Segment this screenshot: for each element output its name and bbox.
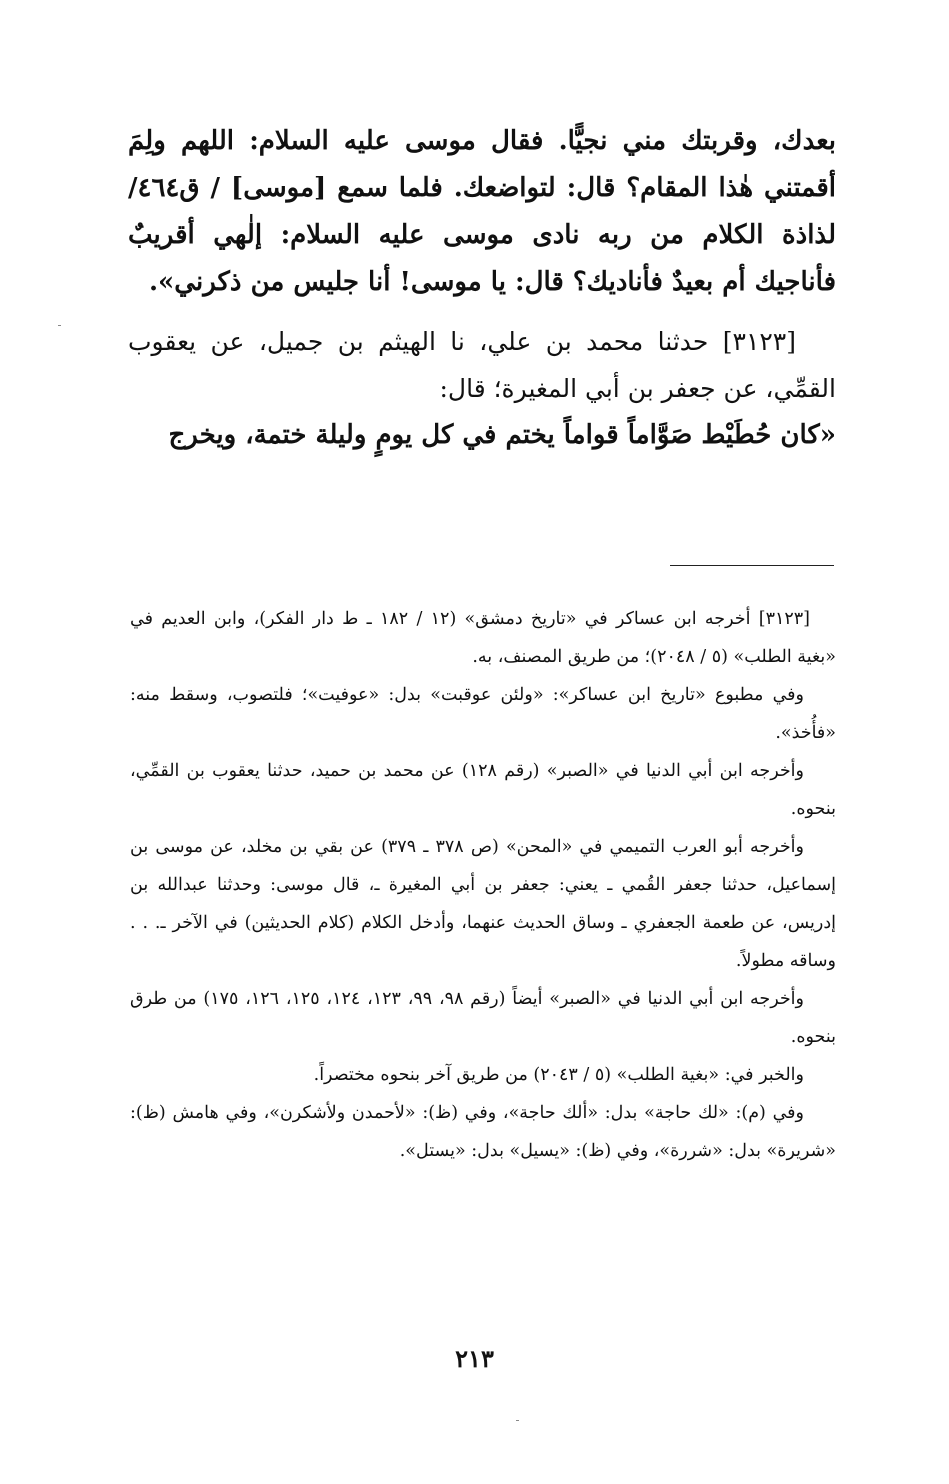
footnote-paragraph: وأخرجه أبو العرب التميمي في «المحن» (ص ٣٧٨ ـ ٣٧٩) عن بقي بن مخلد، عن موسى بن إسماعيل، حدثنا جعفر القُمي ـ يعني: جعفر بن أبي المغيرة ـ، قال موسى: وحدثنا عبدالله بن إدريس، عن طعمة الجعفري ـ وساق الحديث عنهما، وأدخل الكلام (كلام الحديثين) في الآخر ـ. . . وساقه مطولاً.	[130, 837, 836, 971]
main-paragraph-quote-start: «كان حُطَيْط صَوَّاماً قواماً يختم في كل يومٍ وليلة ختمة، ويخرج	[168, 420, 836, 450]
footnote-separator	[670, 565, 834, 566]
footnotes-block	[130, 600, 836, 1170]
footnote-paragraph: والخبر في: «بغية الطلب» (٥ / ٢٠٤٣) من طريق آخر بنحوه مختصراً.	[313, 1065, 804, 1085]
page-number: ٢١٣	[455, 1344, 494, 1373]
margin-mark	[58, 325, 61, 326]
margin-mark	[516, 1420, 519, 1421]
footnote-paragraph: وفي (م): «لك حاجة» بدل: «ألك حاجة»، وفي (ظ): «لأحمدن ولأشكرن»، وفي هامش (ظ): «شريرة» بدل: «شررة»، وفي (ظ): «يسيل» بدل: «يستل».	[130, 1103, 836, 1161]
footnote-paragraph: وفي مطبوع «تاريخ ابن عساكر»: «ولئن عوقبت» بدل: «عوفيت»؛ فلتصوب، وسقط منه: «فأُخذ».	[130, 685, 836, 743]
footnote-paragraph: وأخرجه ابن أبي الدنيا في «الصبر» (رقم ١٢٨) عن محمد بن حميد، حدثنا يعقوب بن القمِّي، بنحوه.	[130, 761, 836, 819]
footnote-paragraph: وأخرجه ابن أبي الدنيا في «الصبر» أيضاً (رقم ٩٨، ٩٩، ١٢٣، ١٢٤، ١٢٥، ١٢٦، ١٧٥) من طرق بنحوه.	[130, 989, 836, 1047]
main-paragraph-quote-end: بعدك، وقربتك مني نجيًّا. فقال موسى عليه السلام: اللهم ولِمَ أقمتني هٰذا المقام؟ قال: لتواضعك. فلما سمع [موسى] / ق٤٦٤/ لذاذة الكلام من ربه نادى موسى عليه السلام: إلٰهي أقريبٌ فأناجيك أم بعيدٌ فأناديك؟ قال: يا موسى! أنا جليس من ذكرني».	[128, 126, 836, 297]
main-text-block	[128, 118, 836, 459]
main-paragraph-isnad: [٣١٢٣] حدثنا محمد بن علي، نا الهيثم بن جميل، عن يعقوب القمِّي، عن جعفر بن أبي المغيرة؛ قال:	[128, 327, 836, 403]
footnote-paragraph: [٣١٢٣] أخرجه ابن عساكر في «تاريخ دمشق» (١٢ / ١٨٢ ـ ط دار الفكر)، وابن العديم في «بغية الطلب» (٥ / ٢٠٤٨)؛ من طريق المصنف، به.	[130, 609, 836, 667]
